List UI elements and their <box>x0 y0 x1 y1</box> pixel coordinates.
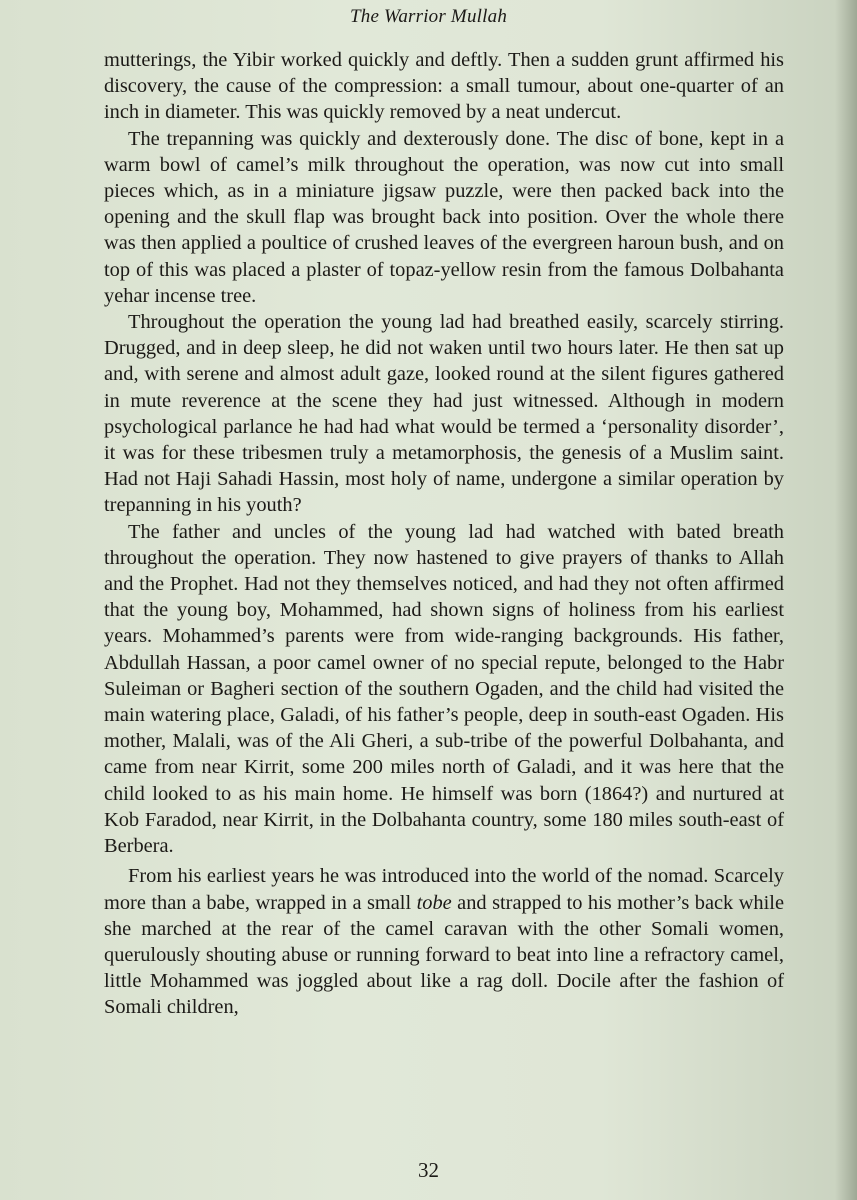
paragraph-text-part: and strapped to his mother’s back while she marched at the rear of the camel caravan with the other Somali women, querulously shouting abuse or running forward to beat into line a refractory camel, little Mohammed was joggled about like a rag doll. Docile after the fashion of Somali children, <box>104 891 785 1019</box>
paragraph: The father and uncles of the young lad had watched with bated breath throughout the operation. They now hastened to give prayers of thanks to Allah and the Prophet. Had not they themselves noticed, and had they not often affirmed that the young boy, Mohammed, had shown signs of holiness from his earliest years. Mohammed’s parents were from wide-ranging backgrounds. His father, Abdullah Hassan, a poor camel owner of no special repute, belonged to the Habr Suleiman or Bagheri section of the southern Ogaden, and the child had visited the main watering place, Galadi, of his father’s people, deep in south-east Ogaden. His mother, Malali, was of the Ali Gheri, a sub-tribe of the powerful Dolbahanta, and came from near Kirrit, some 200 miles north of Galadi, and it was here that the child looked to as his main home. He himself was born (1864?) and nurtured at Kob Faradod, near Kirrit, in the Dolbahanta country, some 180 miles south-east of Berbera. <box>104 520 784 858</box>
paragraph-continued: mutterings, the Yibir worked quickly and deftly. Then a sudden grunt affirmed his discovery, the cause of the compression: a small tumour, about one-quarter of an inch in diameter. This was quickly removed by a neat undercut. <box>104 49 784 124</box>
paragraph-last <box>104 863 784 1020</box>
paragraph: Throughout the operation the young lad had breathed easily, scarcely stirring. Drugged, and in deep sleep, he did not waken until two hours later. He then sat up and, with serene and almost adult gaze, looked round at the silent figures gathered in mute reverence at the scene they had just witnessed. Although in modern psychological parlance he had had what would be termed a ‘personality disorder’, it was for these tribesmen truly a metamorphosis, the genesis of a Muslim saint. Had not Haji Sahadi Hassin, most holy of name, undergone a similar operation by trepanning in his youth? <box>104 311 784 517</box>
italic-term: tobe <box>416 891 452 914</box>
paragraph-text-part: From his earliest years he was introduced into the world of the nomad. Scarcely more than a babe, wrapped in a small <box>104 865 784 914</box>
page-number: 32 <box>418 1158 439 1182</box>
paragraph: The trepanning was quickly and dexterously done. The disc of bone, kept in a warm bowl of camel’s milk throughout the operation, was now cut into small pieces which, as in a miniature jigsaw puzzle, were then packed back into the opening and the skull flap was brought back into position. Over the whole there was then applied a poultice of crushed leaves of the evergreen haroun bush, and on top of this was placed a plaster of topaz-yellow resin from the famous Dolbahanta yehar incense tree. <box>104 127 784 307</box>
page-edge-shadow <box>835 0 857 1200</box>
body-text <box>104 47 784 1021</box>
running-header-title: The Warrior Mullah <box>349 6 508 27</box>
